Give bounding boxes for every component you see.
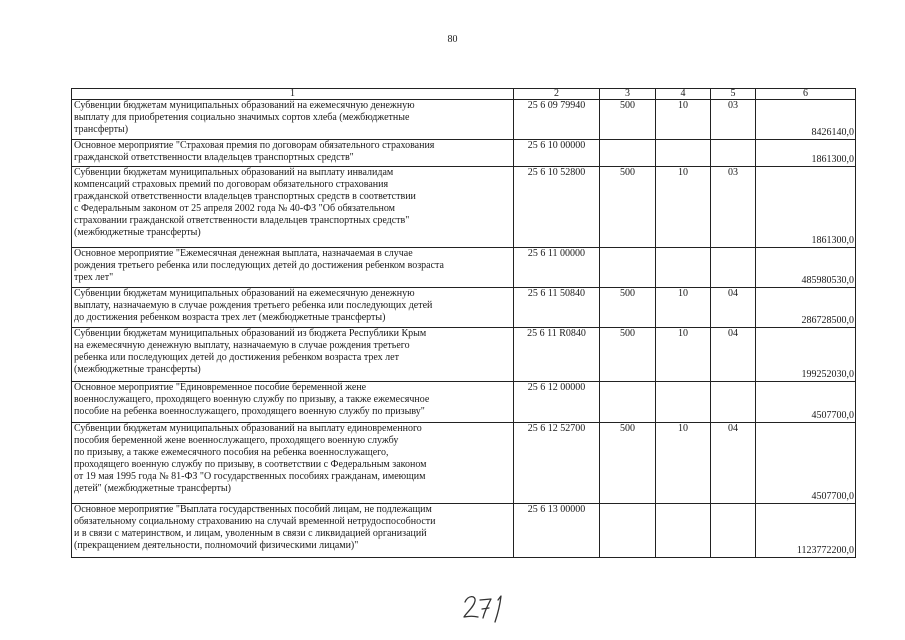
row-code-cell: 25 6 12 00000 [514, 382, 600, 423]
row-c5-cell: 04 [711, 328, 756, 382]
row-code-cell: 25 6 10 00000 [514, 140, 600, 167]
row-c3-cell [600, 382, 656, 423]
row-code-cell: 25 6 11 R0840 [514, 328, 600, 382]
row-amount-cell: 1861300,0 [756, 140, 856, 167]
row-c4-cell: 10 [656, 288, 711, 328]
row-name-cell: Субвенции бюджетам муниципальных образований из бюджета Республики Крым на ежемесячную денежную выплату, назначаемую в случае рождения третьего ребенка или последующих детей до достижения ребенком возраста трех лет (межбюджетные трансферты) [72, 328, 514, 382]
table-row [72, 423, 856, 504]
row-c3-cell: 500 [600, 100, 656, 140]
column-header: 2 [514, 89, 600, 100]
row-name-cell: Основное мероприятие "Выплата государственных пособий лицам, не подлежащим обязательному социальному страхованию на случай временной нетрудоспособности и в связи с материнством, и лицам, уволенным в связи с ликвидацией организаций (прекращением деятельности, полномочий физическими лицами)" [72, 504, 514, 558]
row-code-cell: 25 6 09 79940 [514, 100, 600, 140]
handwritten-page-mark [462, 590, 512, 626]
row-amount-cell: 1861300,0 [756, 167, 856, 248]
row-c4-cell [656, 140, 711, 167]
row-c4-cell [656, 504, 711, 558]
row-c4-cell: 10 [656, 167, 711, 248]
table-row [72, 382, 856, 423]
table-row [72, 504, 856, 558]
row-c5-cell: 03 [711, 100, 756, 140]
row-code-cell: 25 6 11 00000 [514, 248, 600, 288]
row-c5-cell [711, 248, 756, 288]
row-name-cell: Основное мероприятие "Единовременное пособие беременной жене военнослужащего, проходящего военную службу по призыву, а также ежемесячное пособие на ребенка военнослужащего, проходящего военную службу по призыву" [72, 382, 514, 423]
row-code-cell: 25 6 13 00000 [514, 504, 600, 558]
row-c3-cell [600, 248, 656, 288]
row-c5-cell: 04 [711, 288, 756, 328]
row-c5-cell: 03 [711, 167, 756, 248]
table-row [72, 100, 856, 140]
row-c3-cell: 500 [600, 423, 656, 504]
table-row [72, 328, 856, 382]
row-code-cell: 25 6 10 52800 [514, 167, 600, 248]
row-c3-cell: 500 [600, 288, 656, 328]
row-name-cell: Основное мероприятие "Страховая премия по договорам обязательного страхования гражданской ответственности владельцев транспортных средств" [72, 140, 514, 167]
row-name-cell: Основное мероприятие "Ежемесячная денежная выплата, назначаемая в случае рождения третьего ребенка или последующих детей до достижения ребенком возраста трех лет" [72, 248, 514, 288]
row-name-cell: Субвенции бюджетам муниципальных образований на выплату инвалидам компенсаций страховых премий по договорам обязательного страхования гражданской ответственности владельцев транспортных средств в соответствии с Федеральным законом от 25 апреля 2002 года № 40-ФЗ "Об обязательном страховании гражданской ответственности владельцев транспортных средств" (межбюджетные трансферты) [72, 167, 514, 248]
row-name-cell: Субвенции бюджетам муниципальных образований на ежемесячную денежную выплату, назначаемую в случае рождения третьего ребенка или последующих детей до достижения ребенком возраста трех лет (межбюджетные трансферты) [72, 288, 514, 328]
row-name-cell: Субвенции бюджетам муниципальных образований на выплату единовременного пособия беременной жене военнослужащего, проходящего военную службу по призыву, а также ежемесячного пособия на ребенка военнослужащего, проходящего военную службу по призыву, в соответствии с Федеральным законом от 19 мая 1995 года № 81-ФЗ "О государственных пособиях гражданам, имеющим детей" (межбюджетные трансферты) [72, 423, 514, 504]
table-header-row [72, 89, 856, 100]
row-amount-cell: 286728500,0 [756, 288, 856, 328]
table-row [72, 167, 856, 248]
row-c4-cell [656, 248, 711, 288]
row-c4-cell: 10 [656, 328, 711, 382]
row-c5-cell [711, 140, 756, 167]
row-amount-cell: 1123772200,0 [756, 504, 856, 558]
row-amount-cell: 8426140,0 [756, 100, 856, 140]
row-c4-cell: 10 [656, 100, 711, 140]
row-c3-cell [600, 140, 656, 167]
row-c5-cell [711, 382, 756, 423]
row-c3-cell [600, 504, 656, 558]
page-number: 80 [447, 34, 458, 45]
row-c5-cell: 04 [711, 423, 756, 504]
table-row [72, 288, 856, 328]
budget-table [71, 88, 856, 558]
column-header: 6 [756, 89, 856, 100]
row-amount-cell: 485980530,0 [756, 248, 856, 288]
row-code-cell: 25 6 11 50840 [514, 288, 600, 328]
column-header: 3 [600, 89, 656, 100]
row-c3-cell: 500 [600, 167, 656, 248]
table-row [72, 140, 856, 167]
row-c5-cell [711, 504, 756, 558]
table-row [72, 248, 856, 288]
column-header: 1 [72, 89, 514, 100]
row-code-cell: 25 6 12 52700 [514, 423, 600, 504]
row-c3-cell: 500 [600, 328, 656, 382]
row-amount-cell: 199252030,0 [756, 328, 856, 382]
row-amount-cell: 4507700,0 [756, 382, 856, 423]
row-c4-cell: 10 [656, 423, 711, 504]
row-name-cell: Субвенции бюджетам муниципальных образований на ежемесячную денежную выплату для приобретения социально значимых сортов хлеба (межбюджетные трансферты) [72, 100, 514, 140]
column-header: 4 [656, 89, 711, 100]
column-header: 5 [711, 89, 756, 100]
row-amount-cell: 4507700,0 [756, 423, 856, 504]
row-c4-cell [656, 382, 711, 423]
